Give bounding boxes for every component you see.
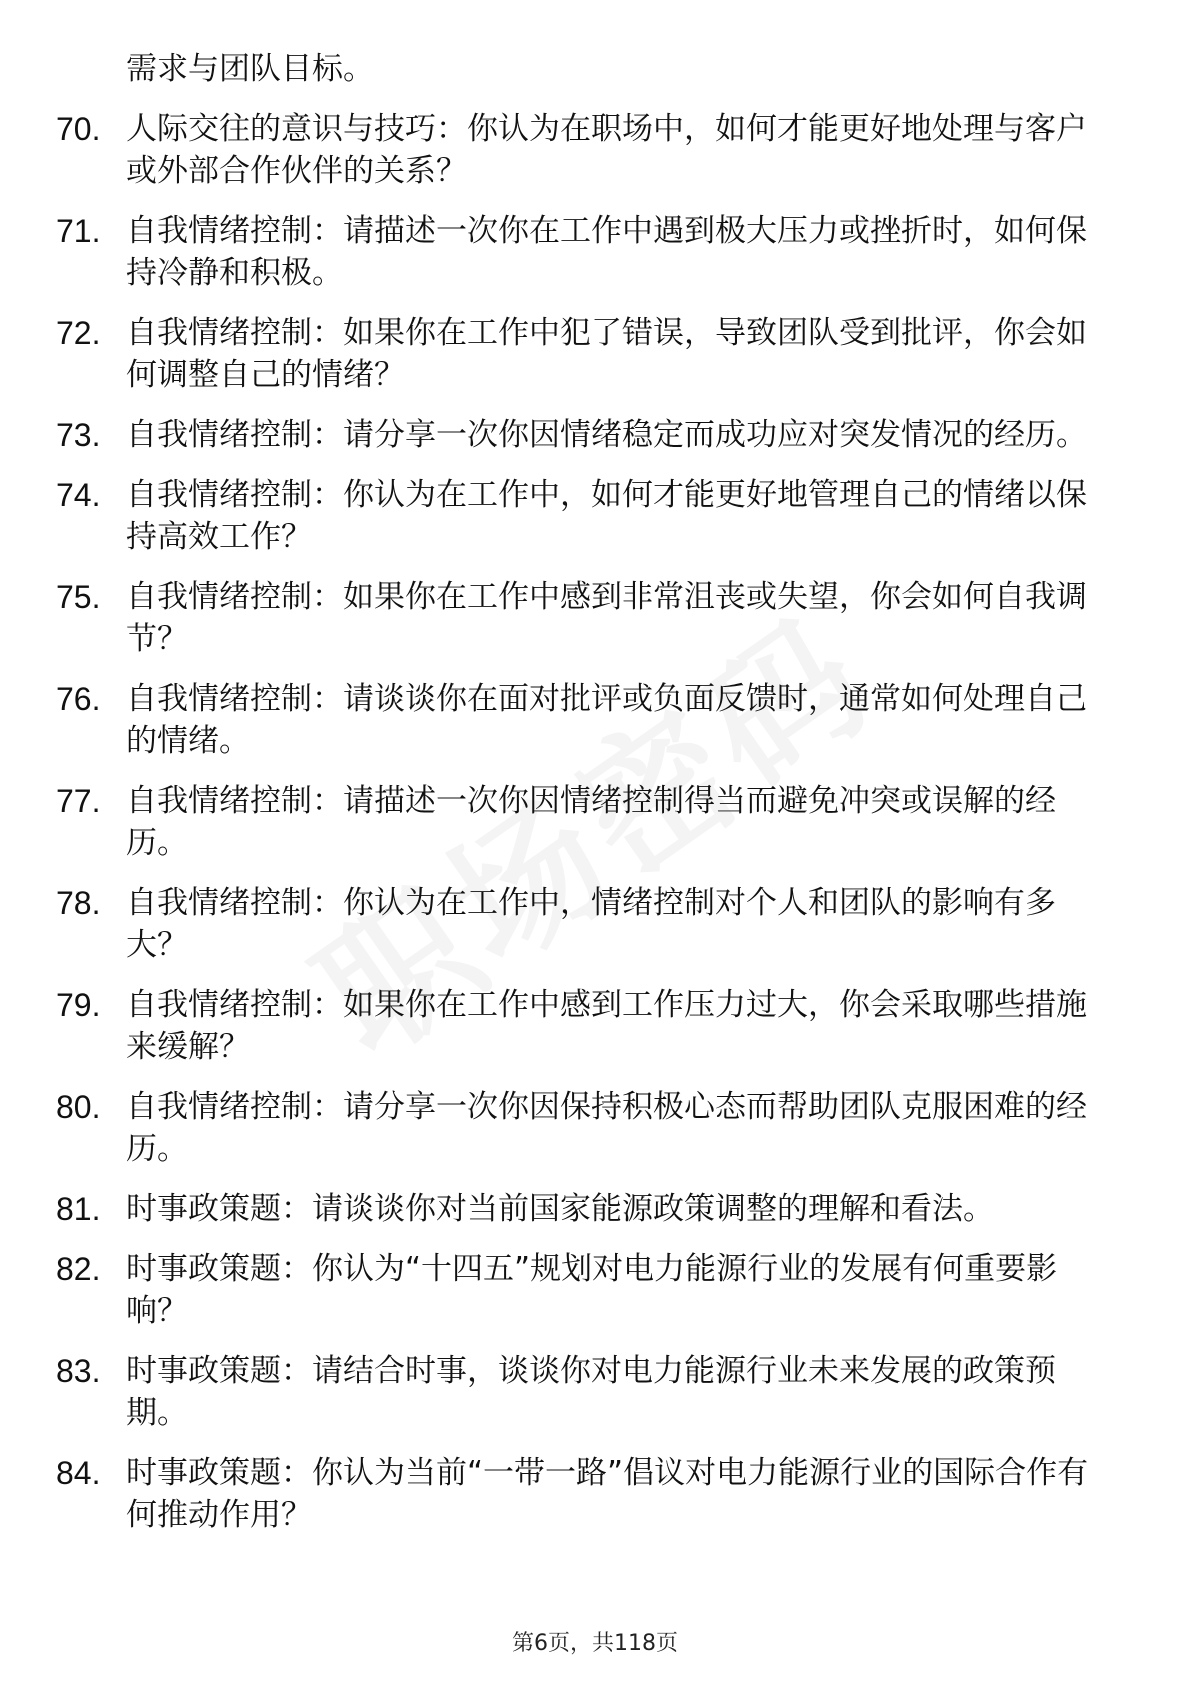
item-number: 78. — [56, 885, 101, 921]
item-text: 时事政策题：你认为当前“一带一路”倡议对电力能源行业的国际合作有何推动作用？ — [126, 1455, 1089, 1533]
continuation-text: 需求与团队目标。 — [126, 51, 374, 87]
item-text: 自我情绪控制：请分享一次你因保持积极心态而帮助团队克服困难的经历。 — [126, 1089, 1087, 1167]
list-item — [56, 312, 1106, 396]
item-text: 自我情绪控制：请描述一次你在工作中遇到极大压力或挫折时，如何保持冷静和积极。 — [126, 213, 1087, 291]
question-list — [56, 48, 1106, 1554]
item-number: 80. — [56, 1089, 101, 1125]
list-item — [56, 414, 1106, 456]
item-text: 自我情绪控制：你认为在工作中，如何才能更好地管理自己的情绪以保持高效工作？ — [126, 477, 1087, 555]
list-item — [56, 1086, 1106, 1170]
item-number: 70. — [56, 111, 101, 147]
item-number: 84. — [56, 1455, 101, 1491]
list-item — [56, 1188, 1106, 1230]
list-item — [56, 474, 1106, 558]
item-text: 自我情绪控制：如果你在工作中感到非常沮丧或失望，你会如何自我调节？ — [126, 579, 1087, 657]
list-item — [56, 678, 1106, 762]
list-item — [56, 1248, 1106, 1332]
item-number: 79. — [56, 987, 101, 1023]
item-number: 73. — [56, 417, 101, 453]
item-number: 83. — [56, 1353, 101, 1389]
item-number: 71. — [56, 213, 101, 249]
item-number: 81. — [56, 1191, 101, 1227]
item-text: 时事政策题：请结合时事，谈谈你对电力能源行业未来发展的政策预期。 — [126, 1353, 1056, 1431]
item-number: 76. — [56, 681, 101, 717]
page-footer: 第6页，共118页 — [512, 1631, 678, 1656]
item-number: 82. — [56, 1251, 101, 1287]
item-text: 时事政策题：请谈谈你对当前国家能源政策调整的理解和看法。 — [126, 1191, 994, 1227]
item-text: 自我情绪控制：你认为在工作中，情绪控制对个人和团队的影响有多大？ — [126, 885, 1056, 963]
item-text: 人际交往的意识与技巧：你认为在职场中，如何才能更好地处理与客户或外部合作伙伴的关系？ — [126, 111, 1087, 189]
item-number: 77. — [56, 783, 101, 819]
item-number: 75. — [56, 579, 101, 615]
item-number: 72. — [56, 315, 101, 351]
list-item — [56, 576, 1106, 660]
list-item — [56, 882, 1106, 966]
list-item — [56, 1350, 1106, 1434]
list-item — [56, 780, 1106, 864]
item-number: 74. — [56, 477, 101, 513]
item-text: 自我情绪控制：如果你在工作中犯了错误，导致团队受到批评，你会如何调整自己的情绪？ — [126, 315, 1087, 393]
item-text: 自我情绪控制：请谈谈你在面对批评或负面反馈时，通常如何处理自己的情绪。 — [126, 681, 1087, 759]
item-text: 自我情绪控制：请描述一次你因情绪控制得当而避免冲突或误解的经历。 — [126, 783, 1056, 861]
list-item — [56, 1452, 1106, 1536]
list-item — [56, 108, 1106, 192]
list-item — [56, 210, 1106, 294]
list-item — [56, 984, 1106, 1068]
item-text: 自我情绪控制：如果你在工作中感到工作压力过大，你会采取哪些措施来缓解？ — [126, 987, 1087, 1065]
item-text: 自我情绪控制：请分享一次你因情绪稳定而成功应对突发情况的经历。 — [126, 417, 1087, 453]
item-text: 时事政策题：你认为“十四五”规划对电力能源行业的发展有何重要影响？ — [126, 1251, 1058, 1329]
